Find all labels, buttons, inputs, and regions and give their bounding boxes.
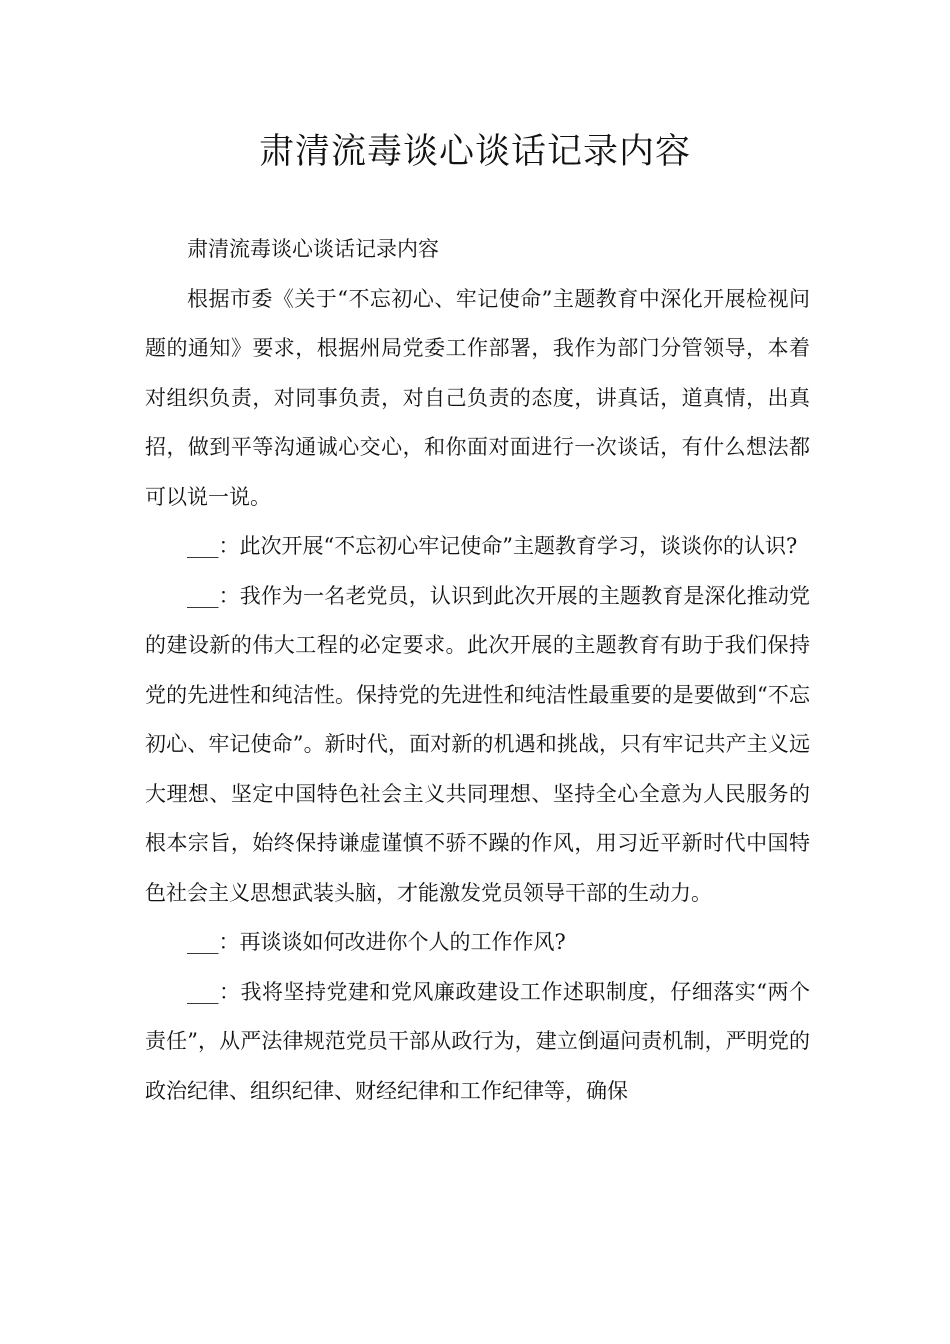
document-title: 肃清流毒谈心谈话记录内容 bbox=[258, 132, 691, 172]
paragraph-answer-2: ___：我将坚持党建和党风廉政建设工作述职制度，仔细落实“两个责任”，从严法律规范党员干部从政行为，建立倒逼问责机制，严明党的政治纪律、组织纪律、财经纪律和工作纪律等，确保 bbox=[145, 979, 810, 1103]
paragraph-subtitle: 肃清流毒谈心谈话记录内容 bbox=[187, 237, 439, 261]
paragraph-question-2: ___：再谈谈如何改进你个人的工作作风? bbox=[187, 930, 566, 954]
document-body bbox=[145, 225, 810, 1116]
paragraph-answer-1: ___：我作为一名老党员，认识到此次开展的主题教育是深化推动党的建设新的伟大工程的必定要求。此次开展的主题教育有助于我们保持党的先进性和纯洁性。保持党的先进性和纯洁性最重要的是要做到“不忘初心、牢记使命”。新时代，面对新的机遇和挑战，只有牢记共产主义远大理想、坚定中国特色社会主义共同理想、坚持全心全意为人民服务的根本宗旨，始终保持谦虚谨慎不骄不躁的作风，用习近平新时代中国特色社会主义思想武装头脑，才能激发党员领导干部的生动力。 bbox=[145, 583, 810, 905]
paragraph-question-1: ___：此次开展“不忘初心牢记使命”主题教育学习，谈谈你的认识? bbox=[187, 534, 798, 558]
paragraph-intro: 根据市委《关于“不忘初心、牢记使命”主题教育中深化开展检视问题的通知》要求，根据州局党委工作部署，我作为部门分管领导，本着对组织负责，对同事负责，对自己负责的态度，讲真话，道真情，出真招，做到平等沟通诚心交心，和你面对面进行一次谈话，有什么想法都可以说一说。 bbox=[145, 286, 810, 509]
